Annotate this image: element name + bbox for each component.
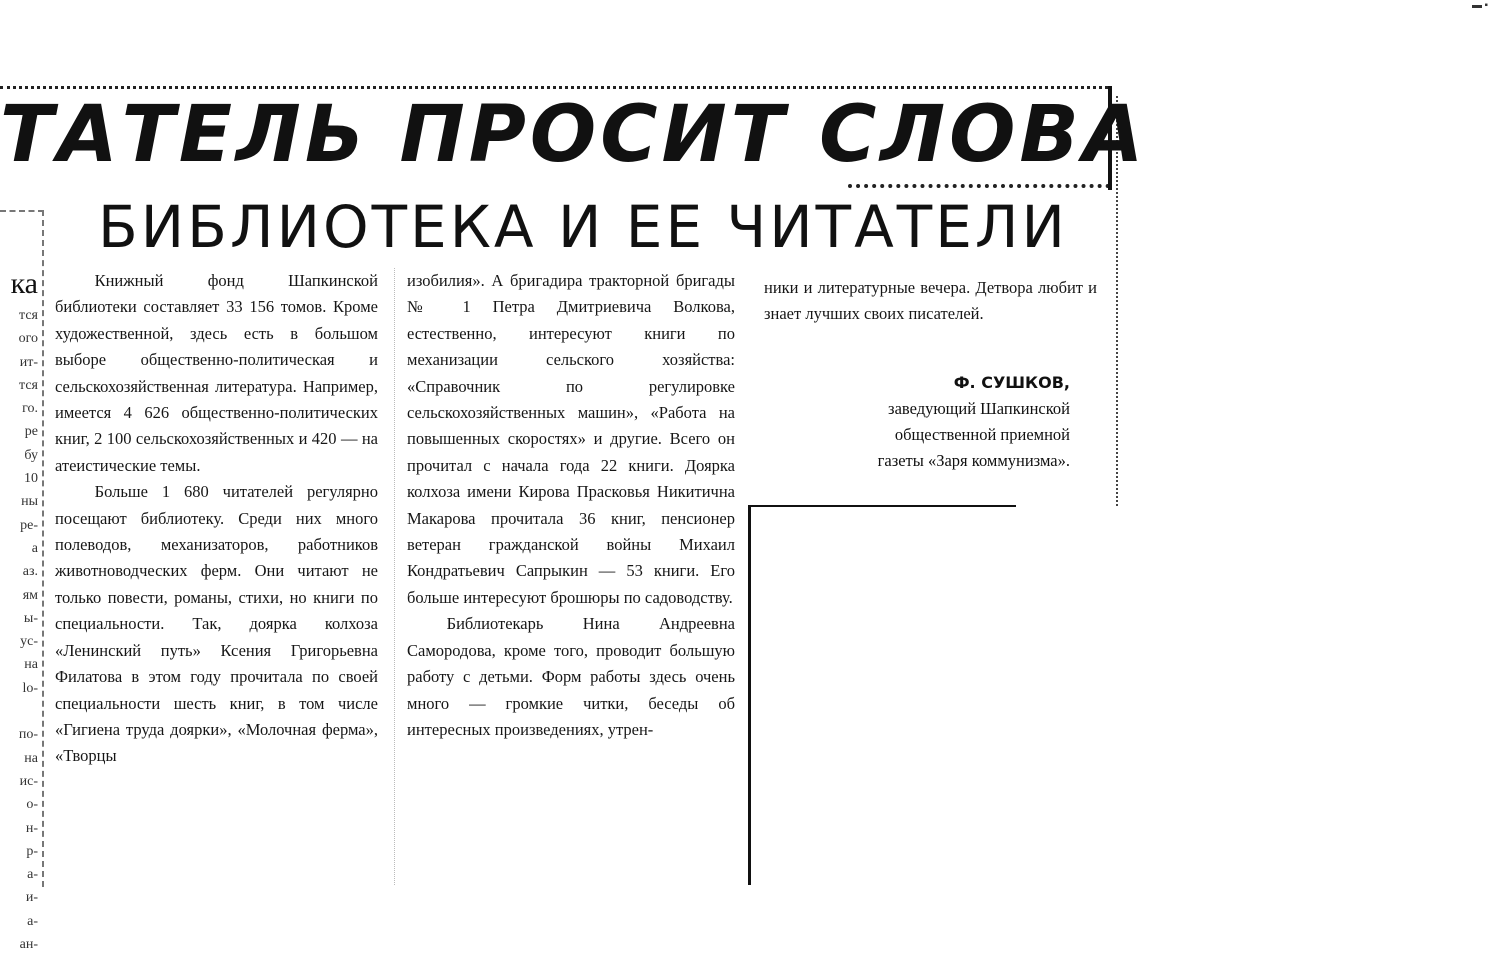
corner-scan-mark: ▬ ▪: [1472, 0, 1489, 11]
fragment-lines: [0, 304, 42, 956]
author-name: Ф. СУШКОВ,: [953, 373, 1070, 392]
top-dotted-rule: [0, 86, 1108, 89]
fragment-line: на: [24, 750, 38, 766]
fragment-line: бу: [24, 447, 38, 463]
fragment-line: а: [31, 540, 38, 556]
bottom-frame-horizontal: [748, 505, 1016, 507]
fragment-line: [0, 700, 42, 723]
paragraph: Библиотекарь Нина Андреевна Самородова, кроме того, проводит большую работу с детьми. Форм работы здесь очень много — громкие читки, беседы об интересных произведениях, утрен-: [407, 614, 735, 739]
paragraph: Книжный фонд Шапкинской библиотеки составляет 33 156 томов. Кроме художественной, здесь есть в большом выборе общественно-политическая и сельскохозяйственная литература. Например, имеется 4 626 общественно-политических книг, 2 100 сельскохозяйственных и 420 — на атеистические темы.: [55, 271, 378, 475]
fragment-line: а-: [27, 867, 38, 883]
fragment-line: на: [24, 657, 38, 673]
fragment-line: ит-: [19, 354, 38, 370]
adjacent-article-fragment: [0, 210, 44, 953]
fragment-line: 10: [24, 471, 38, 487]
column-divider: [394, 268, 395, 885]
fragment-line: тся: [19, 308, 38, 323]
author-signature: [760, 370, 1070, 474]
fragment-line: ны: [21, 494, 38, 510]
paragraph: изобилия». А бригадира тракторной бригады № 1 Петра Дмитриевича Волкова, естественно, интересуют книги по механизации сельского хозяйства: «Справочник по регулировке сельскохозяйственных машин», «Работа на повышенных скоростях» и другие. Всего он прочитал с начала года 22 книги. Доярка колхоза имени Кирова Прасковья Никитична Макарова прочитала 36 книг, пенсионер ветеран гражданской войны Михаил Кондратьевич Сапрыкин — 53 книги. Его больше интересуют брошюры по садоводству.: [407, 271, 735, 607]
fragment-line: тся: [19, 377, 38, 393]
fragment-line: и-: [25, 890, 38, 906]
article-column-1: [55, 268, 378, 770]
article-column-3: [764, 275, 1097, 328]
fragment-line: ям: [22, 587, 38, 603]
author-role: заведующий Шапкинской: [888, 399, 1070, 418]
fragment-line: lo-: [22, 680, 38, 696]
fragment-line: ус-: [20, 634, 38, 650]
fragment-line: ис-: [19, 773, 38, 789]
fragment-line: ан-: [19, 937, 38, 953]
fragment-line: а-: [27, 913, 38, 929]
fragment-line: аз.: [22, 564, 38, 580]
fragment-line: ого: [18, 331, 38, 347]
bottom-frame-vertical: [748, 505, 751, 885]
fragment-line: р-: [26, 843, 38, 859]
author-role: газеты «Заря коммунизма».: [877, 451, 1070, 470]
fragment-line: ре-: [20, 517, 38, 533]
fragment-line: ре: [24, 424, 38, 440]
fragment-line: н-: [25, 820, 38, 836]
fragment-line: ы-: [23, 610, 38, 626]
paragraph: ники и литературные вечера. Детвора любит и знает лучших своих писателей.: [764, 278, 1097, 324]
author-role: общественной приемной: [894, 425, 1070, 444]
paragraph: Больше 1 680 читателей регулярно посещают библиотеку. Среди них много полеводов, механизаторов, работников животноводческих ферм. Они читают не только повести, романы, стихи, но книги по специальности. Так, доярка колхоза «Ленинский путь» Ксения Григорьевна Филатова в этом году прочитала по своей специальности шесть книг, в том числе «Гигиена труда доярки», «Молочная ферма», «Творцы: [55, 482, 378, 766]
section-heading: ТАТЕЛЬ ПРОСИТ СЛОВА: [0, 90, 1148, 180]
fragment-line: о-: [26, 797, 38, 813]
article-headline: БИБЛИОТЕКА И ЕЕ ЧИТАТЕЛИ: [98, 193, 1068, 261]
title-underline-rule: [848, 184, 1110, 188]
fragment-line: по-: [18, 727, 38, 743]
article-column-2: [407, 268, 735, 743]
fragment-line: го.: [22, 401, 38, 417]
fragment-heading: ка: [10, 267, 38, 300]
